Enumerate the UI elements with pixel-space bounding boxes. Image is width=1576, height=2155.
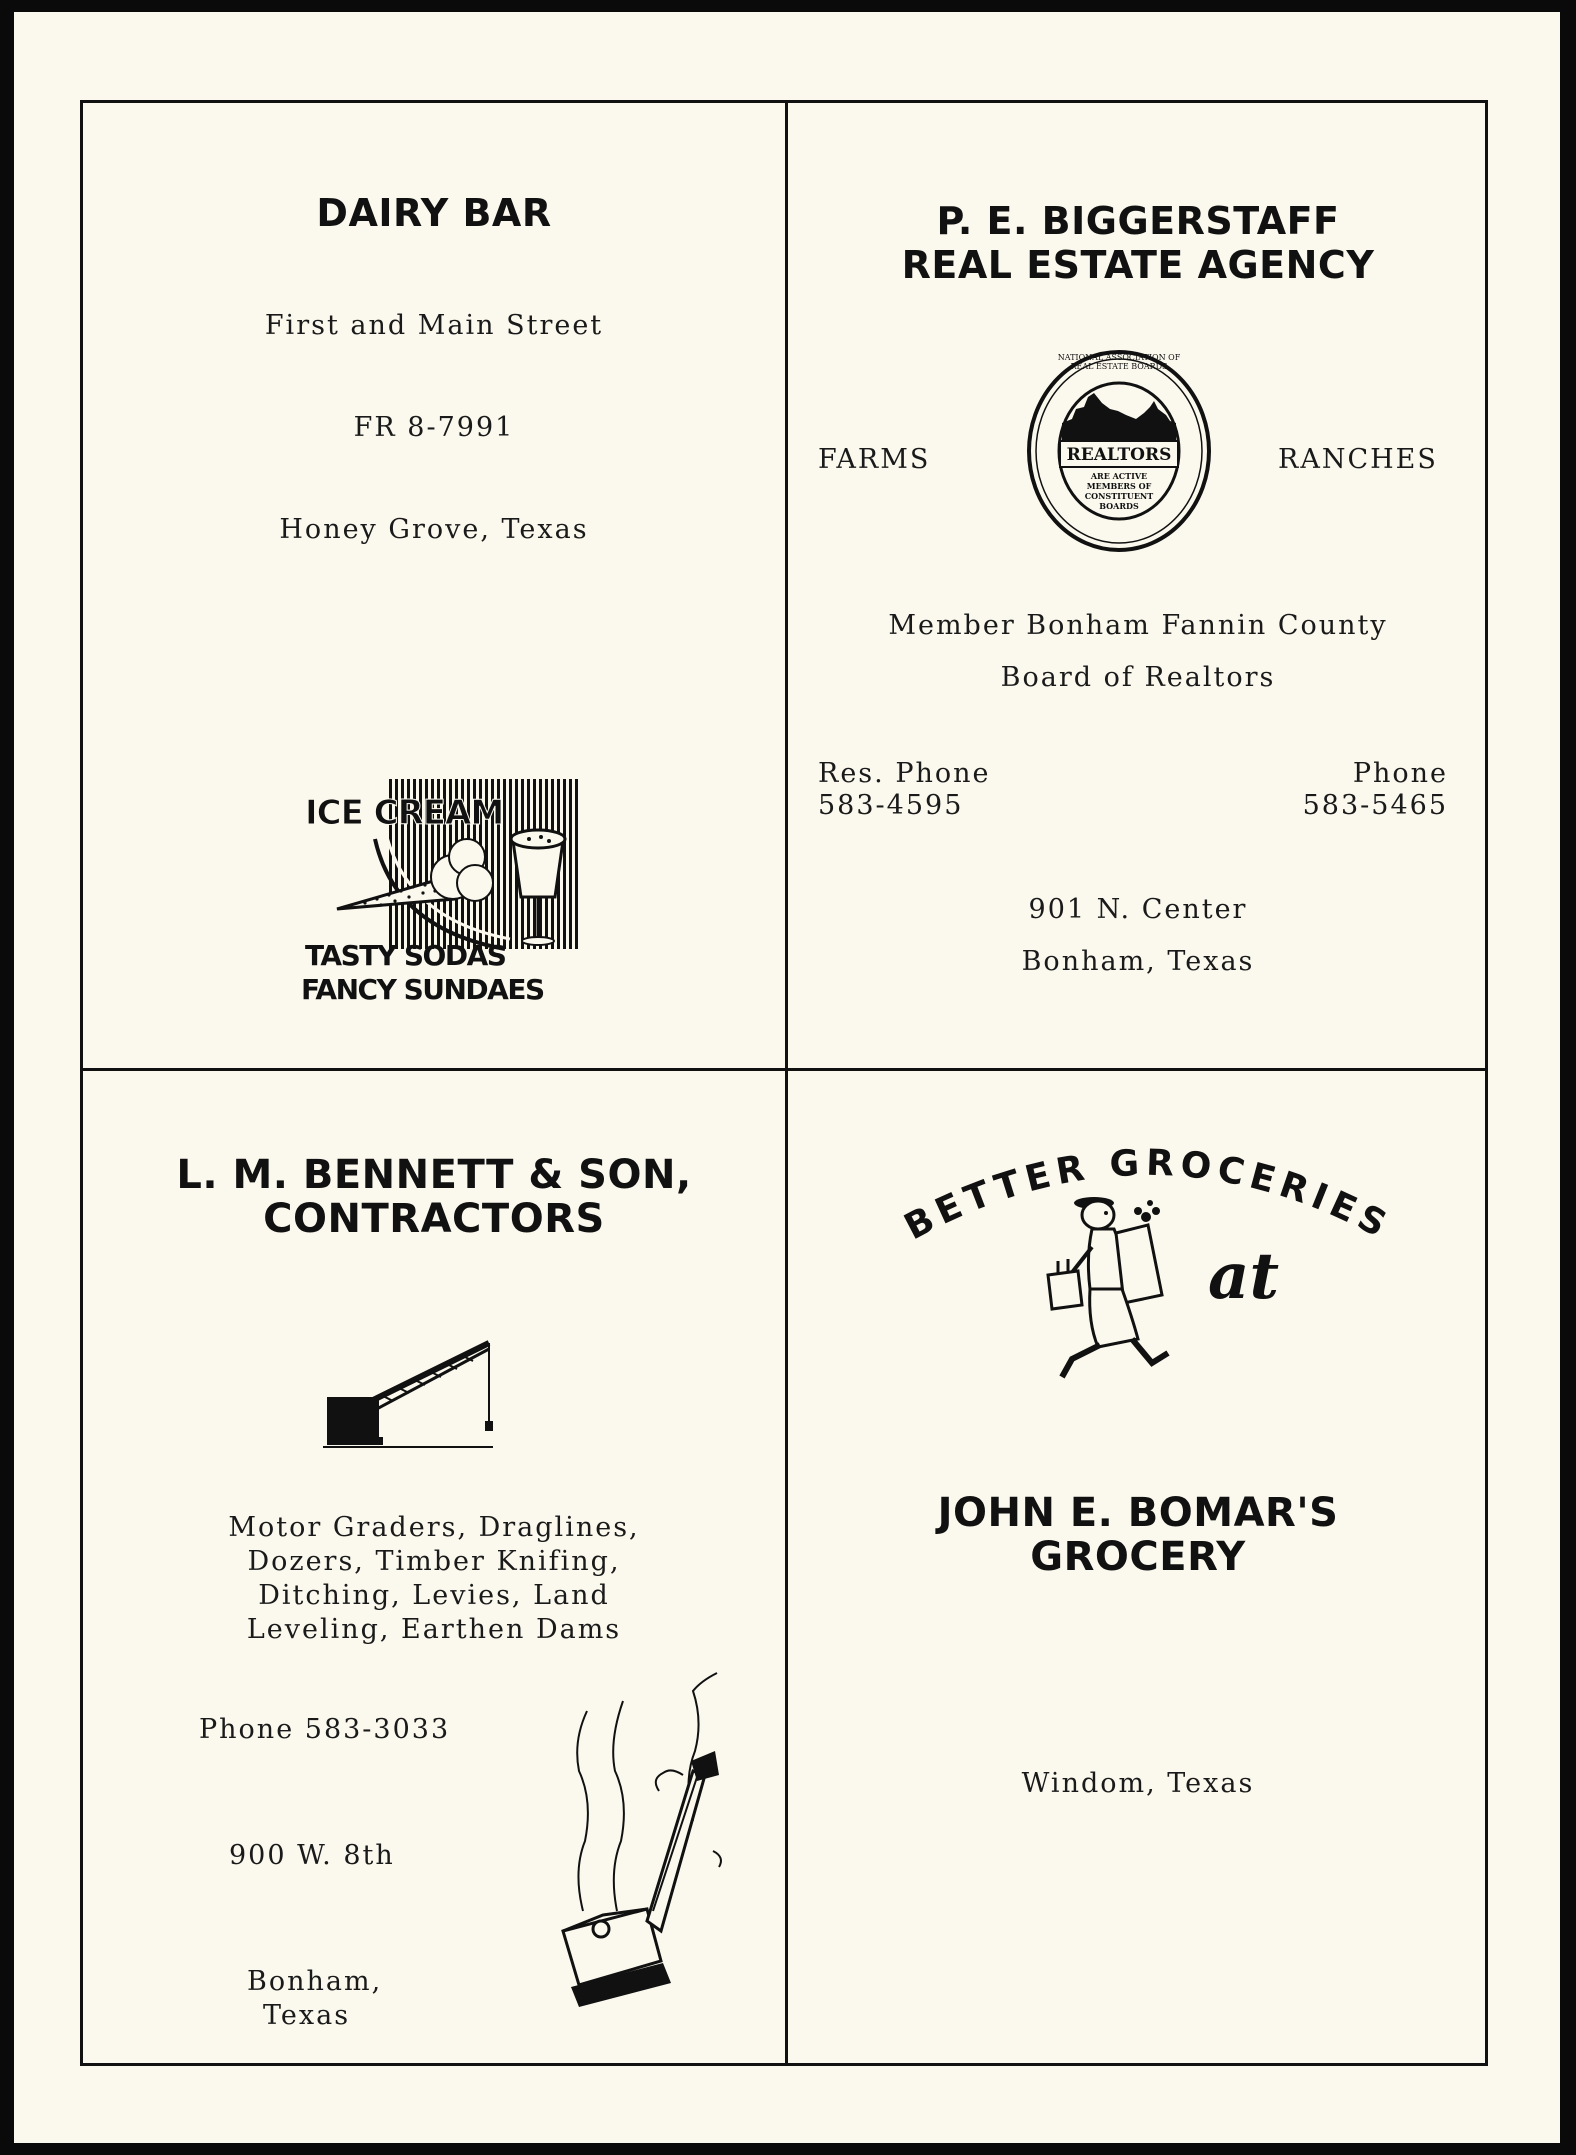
seal-ring-text: NATIONAL ASSOCIATION OF REAL ESTATE BOARDS: [1057, 353, 1181, 371]
bennett-title-line1: L. M. BENNETT & SON,: [176, 1152, 692, 1198]
crane-icon: [323, 1339, 503, 1449]
yearbook-ad-page: [14, 12, 1560, 2143]
dairy-bar-ad: [83, 103, 785, 1068]
res-phone-label: Res. Phone: [818, 758, 991, 789]
bomar-city: Windom, Texas: [1021, 1768, 1255, 1799]
dairy-bar-city: Honey Grove, Texas: [279, 514, 589, 545]
office-phone-number: 583-5465: [1302, 790, 1448, 821]
slogan-text: BETTER GROCERIES: [897, 1142, 1399, 1249]
realtors-seal: [1026, 349, 1212, 553]
bennett-ad: [83, 1071, 785, 2066]
ice-cream-logo-heading: ICE CREAM: [305, 793, 504, 833]
biggerstaff-address: 901 N. Center: [1028, 894, 1248, 925]
member-line1: Member Bonham Fannin County: [888, 610, 1388, 641]
ranches-label: RANCHES: [1278, 444, 1438, 475]
slogan-at: at: [1208, 1239, 1280, 1314]
ice-cream-logo-line1: TASTY SODAS: [305, 939, 506, 972]
service-line-1: Motor Graders, Draglines,: [228, 1512, 640, 1543]
res-phone-number: 583-4595: [818, 790, 964, 821]
member-line2: Board of Realtors: [1000, 662, 1276, 693]
bomar-title-line2: GROCERY: [1030, 1534, 1246, 1580]
seal-center-text: REALTORS: [1066, 445, 1172, 465]
dairy-bar-address: First and Main Street: [264, 310, 604, 341]
bennett-title-line2: CONTRACTORS: [263, 1196, 605, 1242]
bomar-ad: [788, 1071, 1488, 2066]
biggerstaff-ad: [788, 103, 1488, 1068]
bennett-city-line1: Bonham,: [247, 1966, 383, 1997]
bennett-phone: Phone 583-3033: [199, 1714, 451, 1745]
farms-label: FARMS: [818, 444, 931, 475]
power-shovel-icon: [543, 1671, 763, 2011]
ice-cream-logo-line2: FANCY SUNDAES: [301, 973, 544, 1006]
service-line-3: Ditching, Levies, Land: [258, 1580, 610, 1611]
ad-grid: [80, 100, 1488, 2066]
bomar-title-line1: JOHN E. BOMAR'S: [937, 1490, 1339, 1536]
service-line-4: Leveling, Earthen Dams: [246, 1614, 622, 1645]
dairy-bar-phone: FR 8-7991: [353, 412, 515, 443]
office-phone-label: Phone: [1352, 758, 1448, 789]
seal-sub-text: ARE ACTIVE MEMBERS OF CONSTITUENT BOARDS: [1084, 471, 1154, 511]
ice-cream-logo: [301, 779, 581, 1009]
bennett-city-line2: Texas: [263, 2000, 351, 2031]
service-line-2: Dozers, Timber Knifing,: [247, 1546, 621, 1577]
grocery-man-icon: [1028, 1177, 1198, 1397]
dairy-bar-title: DAIRY BAR: [316, 191, 552, 235]
biggerstaff-title-line2: REAL ESTATE AGENCY: [901, 243, 1375, 287]
bennett-address: 900 W. 8th: [229, 1840, 395, 1871]
biggerstaff-title-line1: P. E. BIGGERSTAFF: [936, 199, 1340, 243]
biggerstaff-city: Bonham, Texas: [1021, 946, 1255, 977]
